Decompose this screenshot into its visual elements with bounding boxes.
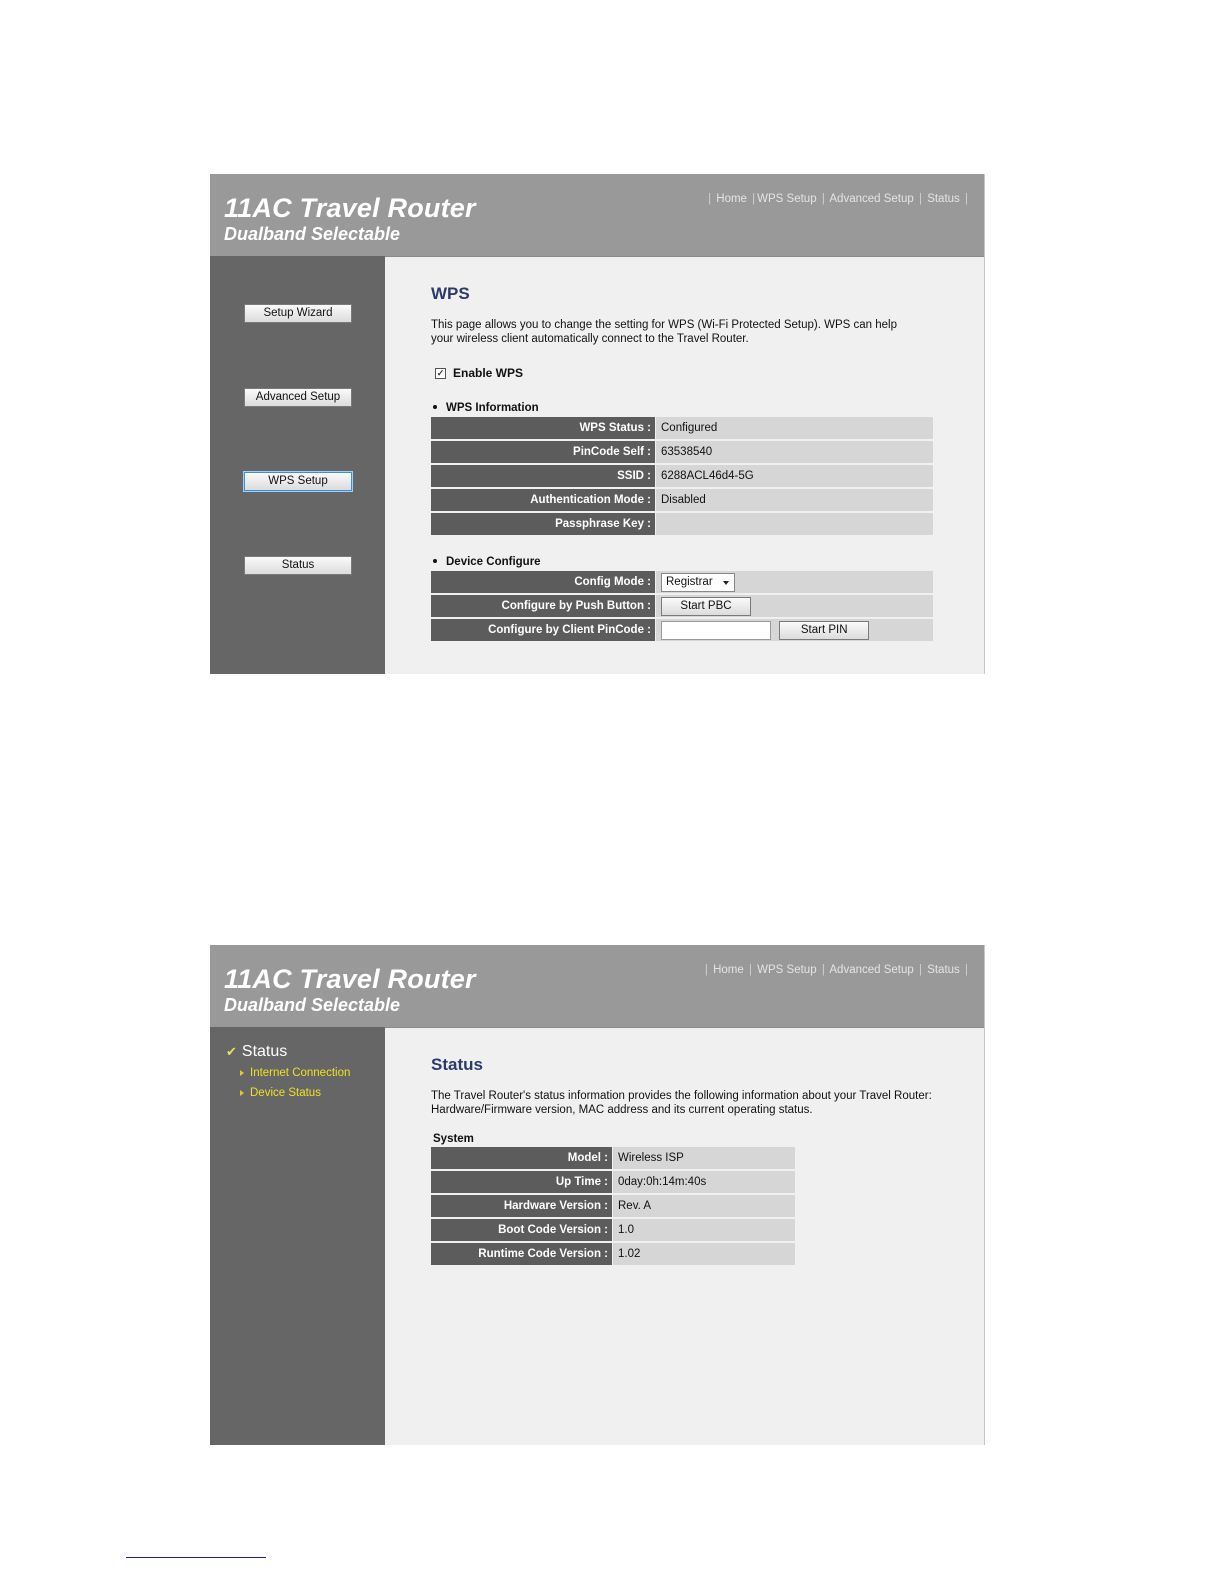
sidebar: [210, 1027, 385, 1445]
table-row: [431, 1171, 795, 1193]
table-row: [431, 619, 933, 641]
wps-information-heading: [431, 402, 539, 414]
status-menu-heading: [226, 1043, 287, 1061]
status-menu-title: Status: [241, 1043, 288, 1060]
device-configure-table: [431, 569, 933, 643]
row-value: 6288ACL46d4-5G: [655, 465, 933, 487]
nav-status-link[interactable]: Status: [927, 193, 960, 205]
start-pbc-button[interactable]: Start PBC: [661, 597, 751, 616]
row-label: Up Time :: [431, 1171, 612, 1193]
config-mode-select[interactable]: [661, 573, 735, 592]
row-value: Disabled: [655, 489, 933, 511]
triangle-right-icon: [240, 1070, 244, 1076]
page-title: Status: [431, 1055, 483, 1074]
table-row: [431, 489, 933, 511]
page-description-line2: Hardware/Firmware version, MAC address and its current operating status.: [431, 1104, 813, 1116]
sidebar: [210, 256, 385, 674]
client-pincode-input[interactable]: [661, 621, 771, 640]
enable-wps-row: [435, 366, 523, 380]
row-label: PinCode Self :: [431, 441, 655, 463]
row-label: Boot Code Version :: [431, 1219, 612, 1241]
table-row: [431, 513, 933, 535]
menu-item-label: Internet Connection: [250, 1067, 351, 1079]
config-mode-value: Registrar: [666, 575, 713, 588]
checkmark-icon: ✔: [226, 1044, 237, 1059]
table-row: [431, 465, 933, 487]
bullet-icon: [433, 405, 437, 409]
brand-title: 11AC Travel Router: [224, 193, 476, 223]
row-label: Runtime Code Version :: [431, 1243, 612, 1265]
system-table: [431, 1145, 795, 1267]
status-button[interactable]: Status: [244, 556, 352, 575]
start-pin-button[interactable]: Start PIN: [779, 621, 869, 640]
wps-setup-button[interactable]: WPS Setup: [244, 472, 352, 491]
nav-status-link[interactable]: Status: [927, 964, 960, 976]
enable-wps-label: Enable WPS: [453, 366, 524, 380]
advanced-setup-button[interactable]: Advanced Setup: [244, 388, 352, 407]
top-navigation: | Home | WPS Setup | Advanced Setup | Status |: [704, 964, 968, 976]
row-value: 1.02: [612, 1243, 795, 1265]
table-row: [431, 571, 933, 593]
row-value: Wireless ISP: [612, 1147, 795, 1169]
system-heading: System: [433, 1133, 474, 1145]
page-description-line1: This page allows you to change the setting for WPS (Wi-Fi Protected Setup). WPS can help: [431, 319, 897, 331]
triangle-right-icon: [240, 1090, 244, 1096]
wps-page-screenshot: [210, 174, 985, 674]
table-row: [431, 441, 933, 463]
page-description-line1: The Travel Router's status information provides the following information about your Travel Router:: [431, 1090, 932, 1102]
nav-home-link[interactable]: Home: [713, 964, 744, 976]
menu-item-label: Device Status: [250, 1087, 321, 1099]
bullet-icon: [433, 559, 437, 563]
client-pincode-label: Configure by Client PinCode :: [431, 619, 655, 641]
nav-advanced-setup-link[interactable]: Advanced Setup: [829, 964, 914, 976]
row-label: Authentication Mode :: [431, 489, 655, 511]
table-row: [431, 1195, 795, 1217]
table-row: [431, 1243, 795, 1265]
main-content: [385, 1027, 984, 1445]
brand-subtitle: Dualband Selectable: [224, 995, 401, 1015]
table-row: [431, 1147, 795, 1169]
dropdown-arrow-icon: [723, 581, 729, 585]
nav-wps-setup-link[interactable]: WPS Setup: [757, 964, 817, 976]
menu-item-internet-connection[interactable]: [240, 1067, 350, 1079]
row-label: Hardware Version :: [431, 1195, 612, 1217]
top-navigation: | Home | WPS Setup | Advanced Setup | Status |: [708, 193, 968, 205]
footer-link-line: [126, 1557, 266, 1558]
wps-information-label: WPS Information: [446, 402, 539, 414]
enable-wps-checkbox[interactable]: ✓: [436, 368, 445, 379]
setup-wizard-button[interactable]: Setup Wizard: [244, 304, 352, 323]
page-header: [210, 945, 984, 1028]
row-label: Model :: [431, 1147, 612, 1169]
page-title: WPS: [431, 284, 470, 303]
row-label: Passphrase Key :: [431, 513, 655, 535]
brand-title: 11AC Travel Router: [224, 964, 476, 994]
device-configure-label: Device Configure: [446, 556, 541, 568]
table-row: [431, 1219, 795, 1241]
row-value: Rev. A: [612, 1195, 795, 1217]
row-value: Configured: [655, 417, 933, 439]
row-label: SSID :: [431, 465, 655, 487]
menu-item-device-status[interactable]: [240, 1087, 321, 1099]
page-header: [210, 174, 984, 257]
row-value: 63538540: [655, 441, 933, 463]
nav-home-link[interactable]: Home: [716, 193, 747, 205]
row-label: WPS Status :: [431, 417, 655, 439]
brand-subtitle: Dualband Selectable: [224, 224, 401, 244]
device-configure-heading: [431, 556, 541, 568]
row-value: [655, 513, 933, 535]
wps-information-table: [431, 415, 933, 537]
push-button-label: Configure by Push Button :: [431, 595, 655, 617]
page-description-line2: your wireless client automatically connect to the Travel Router.: [431, 333, 749, 345]
config-mode-label: Config Mode :: [431, 571, 655, 593]
main-content: [385, 256, 984, 674]
table-row: [431, 417, 933, 439]
table-row: [431, 595, 933, 617]
row-value: 1.0: [612, 1219, 795, 1241]
nav-advanced-setup-link[interactable]: Advanced Setup: [829, 193, 914, 205]
nav-wps-setup-link[interactable]: WPS Setup: [757, 193, 817, 205]
row-value: 0day:0h:14m:40s: [612, 1171, 795, 1193]
status-page-screenshot: [210, 945, 985, 1445]
